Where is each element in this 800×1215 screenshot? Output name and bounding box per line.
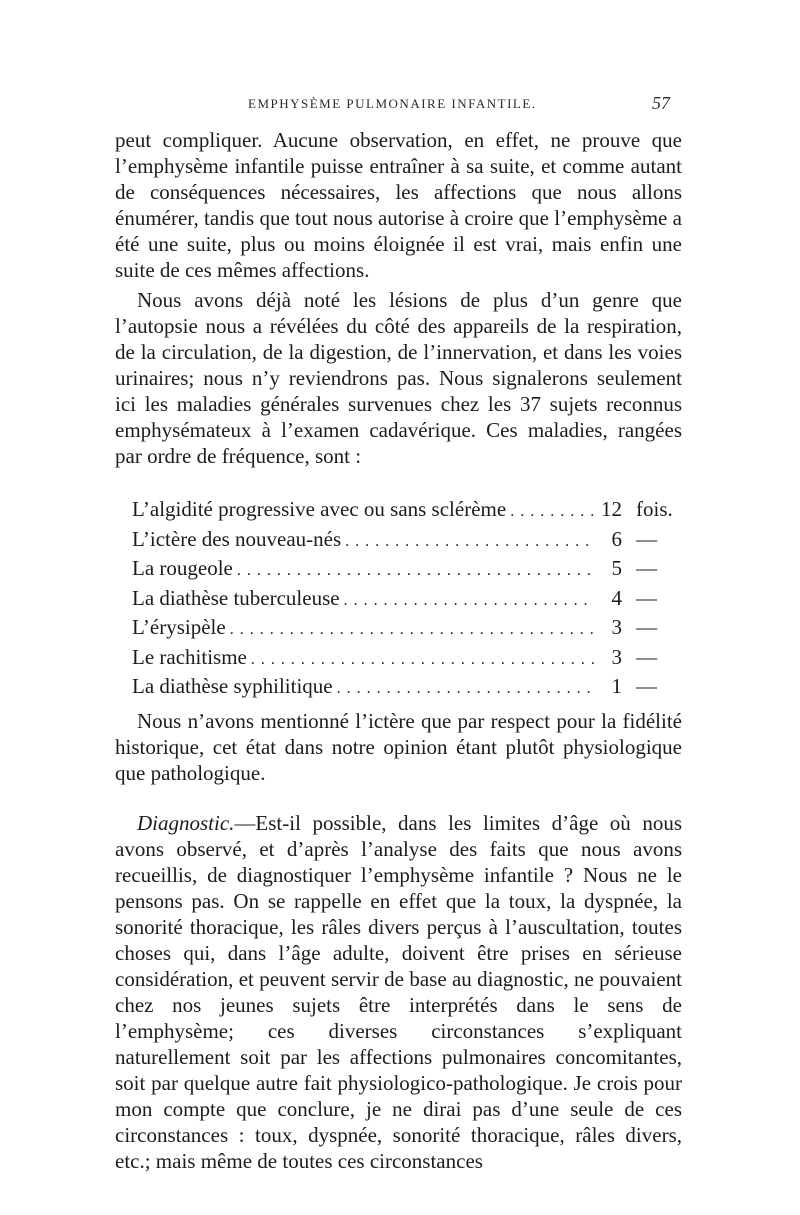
disease-count: 5 bbox=[611, 556, 622, 580]
disease-count: 12 bbox=[601, 497, 622, 521]
disease-count: 3 bbox=[611, 644, 622, 669]
disease-name: L’algidité progressive avec ou sans sclérème bbox=[132, 497, 507, 521]
disease-unit: — bbox=[636, 615, 657, 639]
diagnostic-text: —Est-il possible, dans les limites d’âge où nous avons observé, et d’après l’analyse des faits que nous avons recueillis, de diagnostiquer l’emphysème infantile ? Nous ne le pensons pas. On se rappelle en effet que la toux, la dyspnée, la sonorité thoracique, les râles divers perçus à l’auscultation, toutes choses qui, dans l’âge adulte, doivent être prises en sérieuse considération, et peuvent servir de base au diagnostic, ne pouvaient chez nos jeunes sujets être interprétés dans le sens de l’emphysème; ces diverses circonstances s’expliquant naturellement soit par les affections pulmonaires concomitantes, soit par quelque autre fait physiologico-pathologique. Je crois pour mon compte que conclure, je ne dirai pas d’une seule de ces circonstances : toux, dyspnée, sonorité thoracique, râles divers, etc.; mais même de toutes ces circonstances bbox=[115, 811, 682, 1173]
leader-dots bbox=[237, 557, 594, 585]
section-heading: Diagnostic. bbox=[137, 811, 235, 835]
page-number: 57 bbox=[652, 93, 670, 113]
disease-unit: — bbox=[636, 644, 657, 669]
disease-unit: — bbox=[636, 674, 657, 698]
leader-dots bbox=[251, 646, 594, 674]
disease-unit: — bbox=[636, 556, 657, 580]
disease-unit: — bbox=[636, 585, 657, 610]
disease-row bbox=[132, 614, 692, 644]
disease-row bbox=[132, 644, 692, 674]
disease-row bbox=[132, 496, 692, 526]
disease-name: L’érysipèle bbox=[132, 615, 226, 639]
disease-row bbox=[132, 555, 692, 585]
disease-count: 4 bbox=[611, 585, 622, 610]
paragraph-icterus-note: Nous n’avons mentionné l’ictère que par respect pour la fidélité historique, cet état dans notre opinion étant plutôt physiologique que pathologique. bbox=[115, 709, 682, 785]
paragraph-lesions: Nous avons déjà noté les lésions de plus d’un genre que l’autopsie nous a révélées du côté des appareils de la respiration, de la circulation, de la digestion, de l’innervation, et dans les voies urinaires; nous n’y reviendrons pas. Nous signalerons seulement ici les maladies générales survenues chez les 37 sujets reconnus emphysémateux à l’examen cadavérique. Ces maladies, rangées par ordre de fréquence, sont : bbox=[115, 288, 682, 468]
disease-count: 3 bbox=[611, 615, 622, 639]
leader-dots bbox=[510, 498, 594, 526]
disease-count: 1 bbox=[611, 674, 622, 698]
disease-unit: — bbox=[636, 526, 657, 551]
disease-name: La diathèse syphilitique bbox=[132, 674, 333, 698]
leader-dots bbox=[345, 528, 594, 556]
disease-name: Le rachitisme bbox=[132, 644, 247, 669]
disease-row bbox=[132, 526, 692, 556]
disease-frequency-table bbox=[132, 496, 692, 703]
disease-name: La rougeole bbox=[132, 556, 233, 580]
running-head: EMPHYSÈME PULMONAIRE INFANTILE. bbox=[248, 96, 537, 111]
disease-name: La diathèse tuberculeuse bbox=[132, 585, 340, 610]
disease-row bbox=[132, 585, 692, 615]
paragraph-continuation: peut compliquer. Aucune observation, en effet, ne prouve que l’emphysème infantile puisse entraîner à sa suite, et comme autant de conséquences nécessaires, les affections que nous allons énumérer, tandis que tout nous autorise à croire que l’emphysème a été une suite, plus ou moins éloignée il est vrai, mais enfin une suite de ces mêmes affections. bbox=[115, 128, 682, 282]
disease-name: L’ictère des nouveau-nés bbox=[132, 526, 342, 551]
leader-dots bbox=[337, 675, 594, 703]
disease-row bbox=[132, 673, 692, 703]
disease-count: 6 bbox=[611, 526, 622, 551]
disease-unit: fois. bbox=[636, 497, 673, 521]
leader-dots bbox=[344, 587, 594, 615]
paragraph-diagnostic bbox=[115, 810, 682, 1174]
leader-dots bbox=[230, 616, 594, 644]
